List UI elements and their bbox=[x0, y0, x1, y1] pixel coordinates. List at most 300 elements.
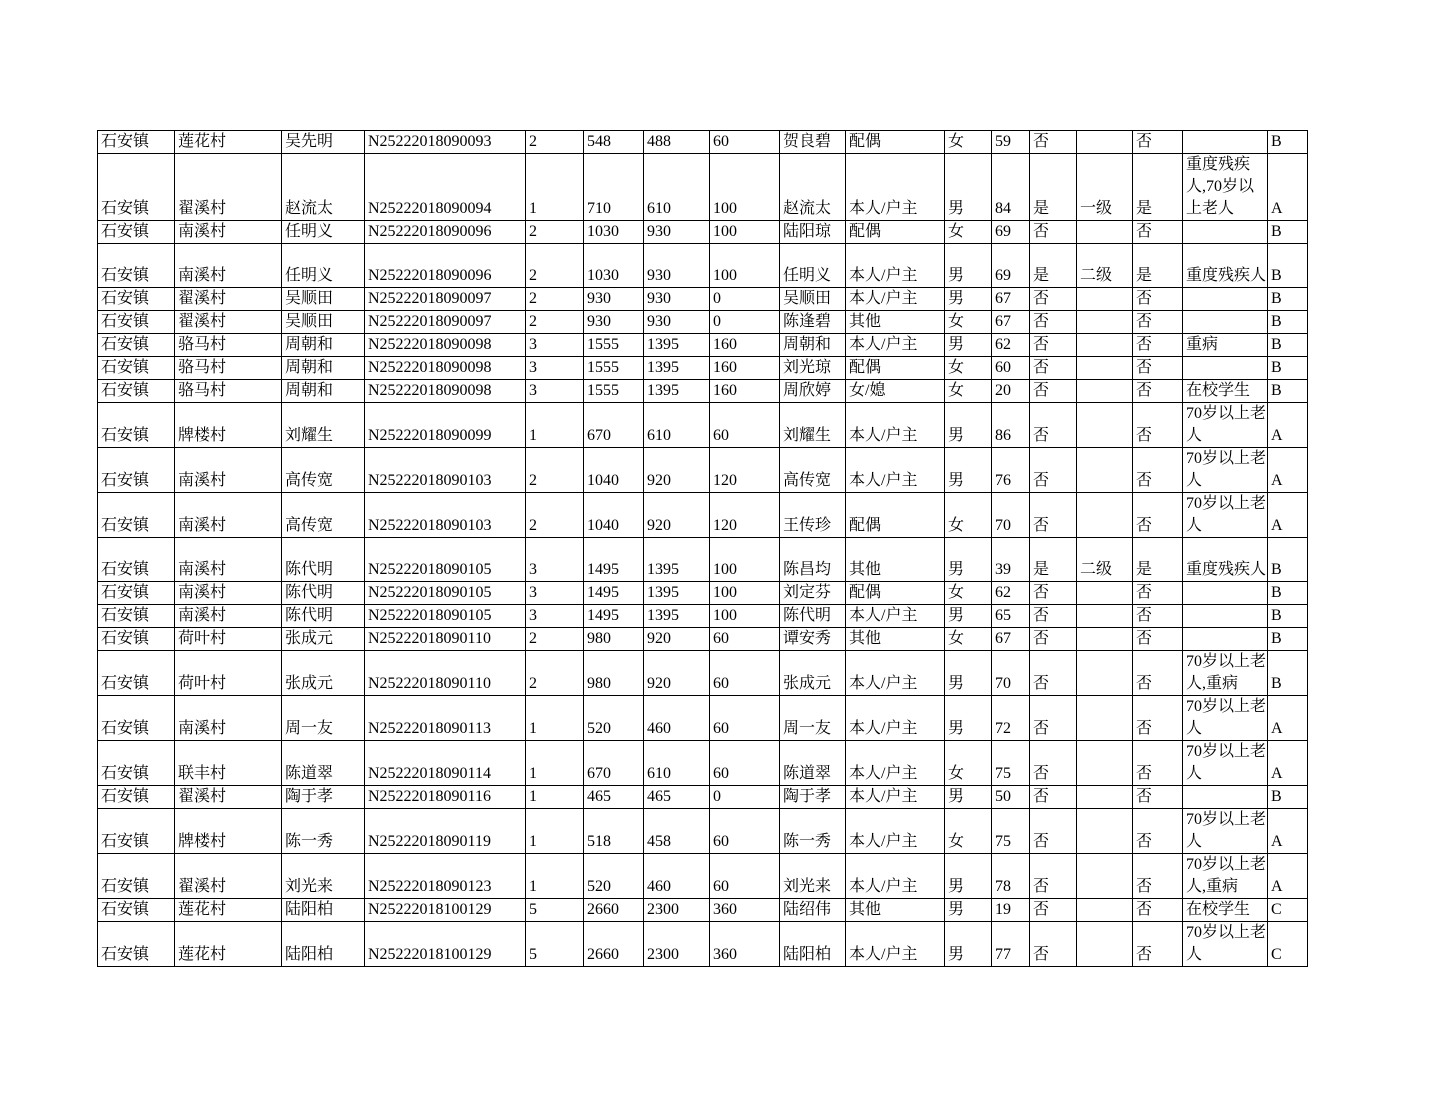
table-cell: 2 bbox=[526, 448, 584, 493]
table-cell: N25222018090103 bbox=[365, 493, 526, 538]
table-cell: 陈逢碧 bbox=[780, 311, 846, 334]
table-cell: 陆阳柏 bbox=[780, 922, 846, 967]
table-cell: 高传宽 bbox=[282, 448, 365, 493]
table-cell: 石安镇 bbox=[98, 741, 175, 786]
table-cell: 69 bbox=[992, 221, 1030, 244]
table-cell: 1555 bbox=[584, 380, 644, 403]
table-cell: 石安镇 bbox=[98, 854, 175, 899]
table-cell: 男 bbox=[945, 899, 992, 922]
table-cell: 任明义 bbox=[780, 244, 846, 288]
table-cell: 460 bbox=[644, 854, 710, 899]
table-cell: 518 bbox=[584, 809, 644, 854]
records-table bbox=[97, 130, 1308, 967]
table-cell: 配偶 bbox=[846, 357, 945, 380]
table-cell: A bbox=[1268, 403, 1308, 448]
table-cell: 吴顺田 bbox=[780, 288, 846, 311]
table-cell: 360 bbox=[710, 922, 780, 967]
table-cell: N25222018090105 bbox=[365, 582, 526, 605]
table-cell: 牌楼村 bbox=[175, 809, 282, 854]
table-cell bbox=[1183, 311, 1268, 334]
table-cell: 男 bbox=[945, 403, 992, 448]
table-cell: N25222018090097 bbox=[365, 311, 526, 334]
table-cell: 1 bbox=[526, 403, 584, 448]
table-cell: 否 bbox=[1133, 334, 1183, 357]
table-cell: 610 bbox=[644, 741, 710, 786]
table-cell: N25222018090105 bbox=[365, 605, 526, 628]
table-cell: 1555 bbox=[584, 357, 644, 380]
table-cell: 南溪村 bbox=[175, 493, 282, 538]
table-cell: 是 bbox=[1030, 244, 1077, 288]
table-cell: 否 bbox=[1133, 899, 1183, 922]
table-cell: 1 bbox=[526, 786, 584, 809]
table-cell: 否 bbox=[1030, 809, 1077, 854]
table-cell: 陶于孝 bbox=[780, 786, 846, 809]
table-cell: 否 bbox=[1133, 809, 1183, 854]
table-cell: 100 bbox=[710, 538, 780, 582]
table-cell: 100 bbox=[710, 582, 780, 605]
table-cell: 石安镇 bbox=[98, 582, 175, 605]
table-cell bbox=[1077, 448, 1133, 493]
table-cell: 86 bbox=[992, 403, 1030, 448]
table-cell: 否 bbox=[1030, 357, 1077, 380]
table-cell: 120 bbox=[710, 493, 780, 538]
table-cell: 配偶 bbox=[846, 582, 945, 605]
table-cell: 女 bbox=[945, 741, 992, 786]
table-cell: 本人/户主 bbox=[846, 696, 945, 741]
table-cell: 女 bbox=[945, 628, 992, 651]
table-cell: 否 bbox=[1030, 741, 1077, 786]
table-cell: 男 bbox=[945, 154, 992, 221]
table-cell: 男 bbox=[945, 786, 992, 809]
table-cell: B bbox=[1268, 628, 1308, 651]
table-cell: 1 bbox=[526, 809, 584, 854]
table-cell: 翟溪村 bbox=[175, 854, 282, 899]
table-cell: 石安镇 bbox=[98, 357, 175, 380]
table-cell bbox=[1077, 288, 1133, 311]
table-cell: 否 bbox=[1133, 493, 1183, 538]
table-cell: 刘定芬 bbox=[780, 582, 846, 605]
table-row bbox=[98, 288, 1308, 311]
table-cell: 1395 bbox=[644, 357, 710, 380]
table-row bbox=[98, 221, 1308, 244]
table-row bbox=[98, 403, 1308, 448]
table-cell: 女 bbox=[945, 131, 992, 154]
table-cell: 60 bbox=[710, 131, 780, 154]
table-cell: 59 bbox=[992, 131, 1030, 154]
table-cell: 3 bbox=[526, 538, 584, 582]
table-row bbox=[98, 582, 1308, 605]
table-cell: 2300 bbox=[644, 922, 710, 967]
table-cell: 39 bbox=[992, 538, 1030, 582]
table-cell: 670 bbox=[584, 741, 644, 786]
table-cell: 陆绍伟 bbox=[780, 899, 846, 922]
table-cell: B bbox=[1268, 605, 1308, 628]
table-cell bbox=[1077, 605, 1133, 628]
table-cell: 否 bbox=[1030, 628, 1077, 651]
table-cell: 谭安秀 bbox=[780, 628, 846, 651]
table-cell: 重度残疾人 bbox=[1183, 538, 1268, 582]
table-cell: 其他 bbox=[846, 899, 945, 922]
table-cell: 20 bbox=[992, 380, 1030, 403]
table-cell: 石安镇 bbox=[98, 696, 175, 741]
table-cell: 陈道翠 bbox=[282, 741, 365, 786]
table-row bbox=[98, 154, 1308, 221]
table-cell: N25222018090096 bbox=[365, 221, 526, 244]
table-cell: 1395 bbox=[644, 582, 710, 605]
table-cell: 男 bbox=[945, 288, 992, 311]
table-cell: N25222018090097 bbox=[365, 288, 526, 311]
table-cell: C bbox=[1268, 922, 1308, 967]
table-cell: 南溪村 bbox=[175, 448, 282, 493]
table-cell bbox=[1077, 696, 1133, 741]
table-cell: 张成元 bbox=[282, 651, 365, 696]
table-cell: 60 bbox=[710, 651, 780, 696]
table-cell: 930 bbox=[644, 311, 710, 334]
table-cell: N25222018090116 bbox=[365, 786, 526, 809]
table-row bbox=[98, 628, 1308, 651]
table-cell: 70岁以上老人 bbox=[1183, 696, 1268, 741]
table-cell bbox=[1077, 131, 1133, 154]
table-cell: A bbox=[1268, 854, 1308, 899]
table-cell: 陆阳柏 bbox=[282, 922, 365, 967]
table-cell: 1395 bbox=[644, 605, 710, 628]
table-cell: 否 bbox=[1133, 696, 1183, 741]
table-cell: 67 bbox=[992, 628, 1030, 651]
table-cell: 重病 bbox=[1183, 334, 1268, 357]
table-cell: 50 bbox=[992, 786, 1030, 809]
table-cell: 石安镇 bbox=[98, 809, 175, 854]
table-cell: 石安镇 bbox=[98, 605, 175, 628]
table-cell: 否 bbox=[1030, 899, 1077, 922]
table-cell: 70岁以上老人 bbox=[1183, 922, 1268, 967]
table-cell: 本人/户主 bbox=[846, 922, 945, 967]
table-cell: 930 bbox=[644, 244, 710, 288]
table-cell: 荷叶村 bbox=[175, 651, 282, 696]
table-cell bbox=[1077, 334, 1133, 357]
table-cell: 84 bbox=[992, 154, 1030, 221]
table-cell: 石安镇 bbox=[98, 899, 175, 922]
table-cell: 610 bbox=[644, 403, 710, 448]
table-cell: 360 bbox=[710, 899, 780, 922]
table-cell: 女 bbox=[945, 493, 992, 538]
table-cell: 76 bbox=[992, 448, 1030, 493]
table-cell: 60 bbox=[992, 357, 1030, 380]
table-cell: 60 bbox=[710, 741, 780, 786]
table-cell: 100 bbox=[710, 221, 780, 244]
table-cell: 石安镇 bbox=[98, 288, 175, 311]
table-cell: 石安镇 bbox=[98, 380, 175, 403]
table-cell: 否 bbox=[1133, 628, 1183, 651]
table-cell: 1 bbox=[526, 741, 584, 786]
table-cell: 69 bbox=[992, 244, 1030, 288]
table-cell: 本人/户主 bbox=[846, 244, 945, 288]
table-cell: 否 bbox=[1030, 651, 1077, 696]
table-cell: A bbox=[1268, 154, 1308, 221]
table-cell: 1395 bbox=[644, 334, 710, 357]
table-cell: 70岁以上老人 bbox=[1183, 403, 1268, 448]
table-cell: 920 bbox=[644, 651, 710, 696]
table-cell: N25222018090105 bbox=[365, 538, 526, 582]
table-cell: 联丰村 bbox=[175, 741, 282, 786]
table-cell: 488 bbox=[644, 131, 710, 154]
table-cell: N25222018090098 bbox=[365, 380, 526, 403]
table-cell: N25222018090096 bbox=[365, 244, 526, 288]
table-cell: 3 bbox=[526, 380, 584, 403]
table-cell: 石安镇 bbox=[98, 221, 175, 244]
table-cell: 本人/户主 bbox=[846, 809, 945, 854]
table-cell: 2 bbox=[526, 244, 584, 288]
table-cell: 二级 bbox=[1077, 538, 1133, 582]
table-row bbox=[98, 899, 1308, 922]
table-cell: 0 bbox=[710, 786, 780, 809]
table-cell: B bbox=[1268, 582, 1308, 605]
table-row bbox=[98, 493, 1308, 538]
table-row bbox=[98, 605, 1308, 628]
table-cell: 67 bbox=[992, 288, 1030, 311]
table-cell: 男 bbox=[945, 538, 992, 582]
table-cell: 否 bbox=[1133, 403, 1183, 448]
table-cell: 1040 bbox=[584, 493, 644, 538]
table-cell: 本人/户主 bbox=[846, 288, 945, 311]
table-cell: 石安镇 bbox=[98, 131, 175, 154]
table-cell: 否 bbox=[1030, 380, 1077, 403]
table-cell: 在校学生 bbox=[1183, 899, 1268, 922]
table-cell: 458 bbox=[644, 809, 710, 854]
table-cell bbox=[1077, 221, 1133, 244]
table-cell: 否 bbox=[1133, 288, 1183, 311]
table-row bbox=[98, 448, 1308, 493]
table-cell: 60 bbox=[710, 628, 780, 651]
table-cell: 石安镇 bbox=[98, 786, 175, 809]
table-cell: 周朝和 bbox=[282, 334, 365, 357]
table-cell bbox=[1077, 899, 1133, 922]
table-cell: B bbox=[1268, 334, 1308, 357]
table-cell: 2 bbox=[526, 311, 584, 334]
table-cell: 否 bbox=[1030, 334, 1077, 357]
table-cell: 是 bbox=[1133, 538, 1183, 582]
table-cell: 本人/户主 bbox=[846, 854, 945, 899]
table-cell: 南溪村 bbox=[175, 582, 282, 605]
table-cell: 男 bbox=[945, 334, 992, 357]
table-cell: 否 bbox=[1133, 605, 1183, 628]
table-cell: 石安镇 bbox=[98, 628, 175, 651]
table-cell: 男 bbox=[945, 651, 992, 696]
table-cell: 否 bbox=[1133, 582, 1183, 605]
table-cell: 高传宽 bbox=[282, 493, 365, 538]
table-cell: A bbox=[1268, 809, 1308, 854]
table-cell: 陆阳琼 bbox=[780, 221, 846, 244]
table-cell: 920 bbox=[644, 628, 710, 651]
table-cell: 1395 bbox=[644, 538, 710, 582]
table-cell: 陈代明 bbox=[282, 582, 365, 605]
table-cell: 南溪村 bbox=[175, 538, 282, 582]
table-cell: 周朝和 bbox=[282, 357, 365, 380]
table-cell: 贺良碧 bbox=[780, 131, 846, 154]
table-cell bbox=[1077, 357, 1133, 380]
table-cell: 女 bbox=[945, 380, 992, 403]
table-cell: 否 bbox=[1133, 380, 1183, 403]
table-cell: B bbox=[1268, 786, 1308, 809]
table-row bbox=[98, 357, 1308, 380]
table-cell: 周朝和 bbox=[780, 334, 846, 357]
table-cell: B bbox=[1268, 311, 1308, 334]
table-cell: 是 bbox=[1133, 244, 1183, 288]
table-cell: 陈一秀 bbox=[780, 809, 846, 854]
table-row bbox=[98, 786, 1308, 809]
table-cell: 160 bbox=[710, 334, 780, 357]
table-cell: 70岁以上老人 bbox=[1183, 809, 1268, 854]
table-cell: 100 bbox=[710, 605, 780, 628]
table-cell bbox=[1077, 380, 1133, 403]
table-cell: N25222018090113 bbox=[365, 696, 526, 741]
table-cell: 2 bbox=[526, 651, 584, 696]
table-cell: 吴顺田 bbox=[282, 288, 365, 311]
table-cell bbox=[1183, 786, 1268, 809]
table-cell: 67 bbox=[992, 311, 1030, 334]
table-cell: 1495 bbox=[584, 582, 644, 605]
table-cell: 否 bbox=[1030, 131, 1077, 154]
table-cell: 2 bbox=[526, 221, 584, 244]
table-cell: 否 bbox=[1030, 922, 1077, 967]
table-cell: 本人/户主 bbox=[846, 403, 945, 448]
table-row bbox=[98, 244, 1308, 288]
table-cell: 陈代明 bbox=[282, 605, 365, 628]
table-cell: 75 bbox=[992, 809, 1030, 854]
table-cell: 70岁以上老人,重病 bbox=[1183, 651, 1268, 696]
table-cell: 本人/户主 bbox=[846, 448, 945, 493]
table-cell: 3 bbox=[526, 357, 584, 380]
table-cell: 女 bbox=[945, 809, 992, 854]
table-cell: 120 bbox=[710, 448, 780, 493]
table-cell: 张成元 bbox=[282, 628, 365, 651]
table-cell: 1495 bbox=[584, 538, 644, 582]
table-cell: 3 bbox=[526, 334, 584, 357]
table-cell: 女/媳 bbox=[846, 380, 945, 403]
table-cell: 吴先明 bbox=[282, 131, 365, 154]
table-cell: 配偶 bbox=[846, 493, 945, 538]
table-cell: N25222018090093 bbox=[365, 131, 526, 154]
table-cell: 60 bbox=[710, 854, 780, 899]
table-cell: 女 bbox=[945, 311, 992, 334]
table-cell: 70 bbox=[992, 651, 1030, 696]
table-cell: B bbox=[1268, 221, 1308, 244]
table-cell bbox=[1183, 288, 1268, 311]
table-cell: 陶于孝 bbox=[282, 786, 365, 809]
table-cell bbox=[1077, 651, 1133, 696]
table-cell: 男 bbox=[945, 605, 992, 628]
table-cell: 62 bbox=[992, 582, 1030, 605]
table-cell: 任明义 bbox=[282, 221, 365, 244]
table-cell: 2660 bbox=[584, 922, 644, 967]
table-cell: 930 bbox=[644, 288, 710, 311]
table-cell: 460 bbox=[644, 696, 710, 741]
table-cell bbox=[1183, 131, 1268, 154]
table-cell: 60 bbox=[710, 403, 780, 448]
table-cell: 2 bbox=[526, 288, 584, 311]
table-cell: 930 bbox=[584, 311, 644, 334]
table-cell: 5 bbox=[526, 899, 584, 922]
table-cell: 否 bbox=[1030, 582, 1077, 605]
table-cell: 石安镇 bbox=[98, 154, 175, 221]
table-cell: 710 bbox=[584, 154, 644, 221]
table-row bbox=[98, 311, 1308, 334]
table-cell: 160 bbox=[710, 357, 780, 380]
table-cell: 其他 bbox=[846, 538, 945, 582]
table-cell: 否 bbox=[1133, 741, 1183, 786]
table-cell: 70岁以上老人,重病 bbox=[1183, 854, 1268, 899]
table-cell: 本人/户主 bbox=[846, 334, 945, 357]
table-cell: 吴顺田 bbox=[282, 311, 365, 334]
table-cell bbox=[1183, 582, 1268, 605]
table-cell: 否 bbox=[1133, 357, 1183, 380]
table-cell: 陆阳柏 bbox=[282, 899, 365, 922]
table-cell: 刘光琼 bbox=[780, 357, 846, 380]
table-cell: 62 bbox=[992, 334, 1030, 357]
table-cell: 1040 bbox=[584, 448, 644, 493]
table-cell: 1 bbox=[526, 696, 584, 741]
table-cell: 3 bbox=[526, 605, 584, 628]
table-cell: 荷叶村 bbox=[175, 628, 282, 651]
table-cell: B bbox=[1268, 380, 1308, 403]
table-cell: 男 bbox=[945, 922, 992, 967]
table-cell bbox=[1183, 357, 1268, 380]
table-cell: 配偶 bbox=[846, 221, 945, 244]
table-cell: 980 bbox=[584, 651, 644, 696]
table-cell: B bbox=[1268, 131, 1308, 154]
table-cell: 610 bbox=[644, 154, 710, 221]
table-cell: 石安镇 bbox=[98, 651, 175, 696]
table-cell: 周欣婷 bbox=[780, 380, 846, 403]
table-cell: 否 bbox=[1030, 854, 1077, 899]
table-cell: 920 bbox=[644, 448, 710, 493]
table-cell: N25222018090094 bbox=[365, 154, 526, 221]
table-cell bbox=[1077, 786, 1133, 809]
table-cell: 否 bbox=[1030, 311, 1077, 334]
table-cell: 骆马村 bbox=[175, 334, 282, 357]
table-cell: 否 bbox=[1030, 696, 1077, 741]
table-cell: 翟溪村 bbox=[175, 311, 282, 334]
table-row bbox=[98, 334, 1308, 357]
table-cell: 是 bbox=[1030, 154, 1077, 221]
table-cell: 70岁以上老人 bbox=[1183, 741, 1268, 786]
table-cell: 石安镇 bbox=[98, 311, 175, 334]
table-cell: 南溪村 bbox=[175, 696, 282, 741]
table-cell: 一级 bbox=[1077, 154, 1133, 221]
table-cell: 石安镇 bbox=[98, 244, 175, 288]
table-cell: 刘耀生 bbox=[282, 403, 365, 448]
table-cell: 否 bbox=[1133, 922, 1183, 967]
table-cell: 翟溪村 bbox=[175, 154, 282, 221]
table-cell: 否 bbox=[1030, 448, 1077, 493]
table-cell: 否 bbox=[1030, 288, 1077, 311]
table-cell: B bbox=[1268, 244, 1308, 288]
table-cell: A bbox=[1268, 696, 1308, 741]
table-cell: 骆马村 bbox=[175, 357, 282, 380]
table-cell: 高传宽 bbox=[780, 448, 846, 493]
table-row bbox=[98, 741, 1308, 786]
table-cell: A bbox=[1268, 448, 1308, 493]
table-cell: 70 bbox=[992, 493, 1030, 538]
table-cell: 否 bbox=[1133, 221, 1183, 244]
table-cell: 70岁以上老人 bbox=[1183, 448, 1268, 493]
table-cell: 男 bbox=[945, 854, 992, 899]
table-cell: 2 bbox=[526, 628, 584, 651]
table-cell: 19 bbox=[992, 899, 1030, 922]
table-cell: A bbox=[1268, 741, 1308, 786]
table-cell: 骆马村 bbox=[175, 380, 282, 403]
table-cell: 莲花村 bbox=[175, 899, 282, 922]
table-cell: 陈代明 bbox=[780, 605, 846, 628]
